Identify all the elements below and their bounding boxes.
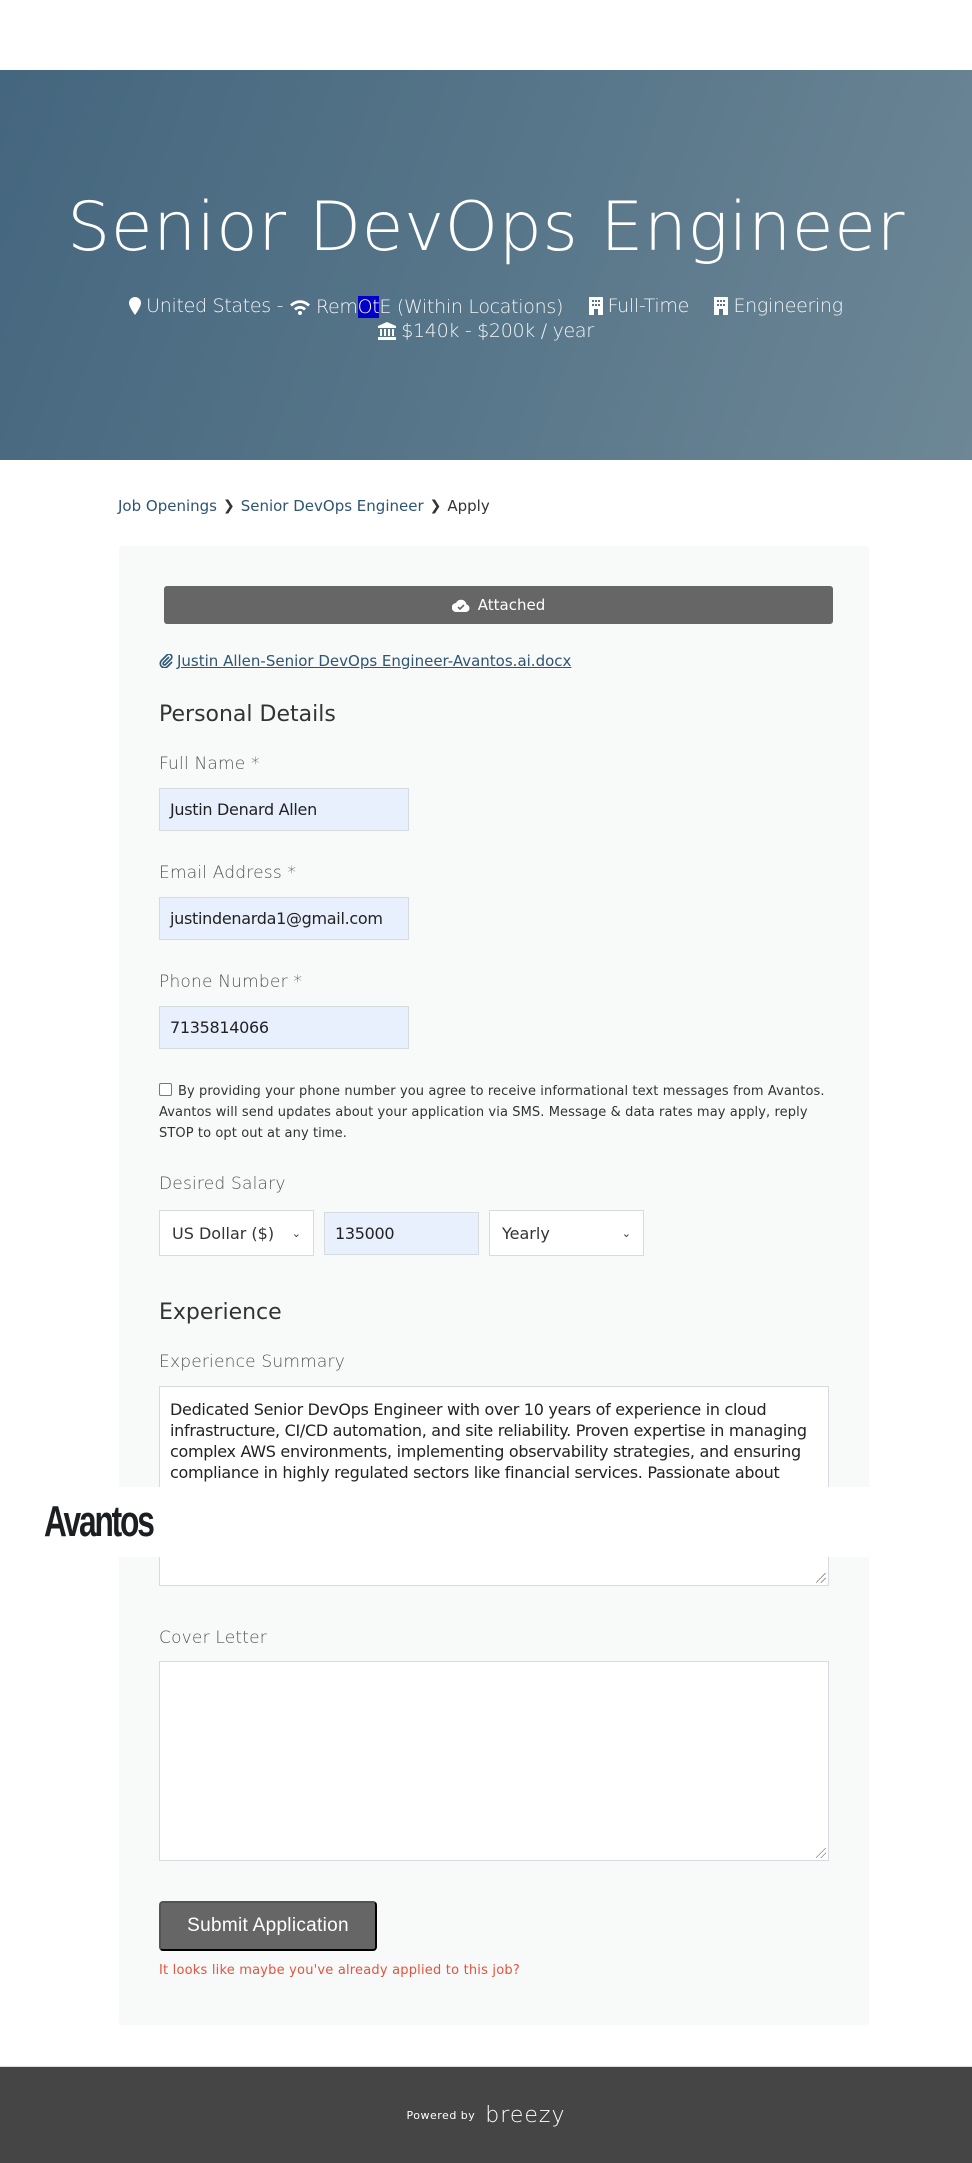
- application-form: [119, 546, 869, 2025]
- breadcrumb-job[interactable]: Senior DevOps Engineer: [240, 497, 424, 515]
- resume-file-link[interactable]: Justin Allen-Senior DevOps Engineer-Avantos.ai.docx: [159, 652, 571, 670]
- email-label: Email Address *: [159, 863, 297, 883]
- building-icon: [714, 297, 728, 315]
- phone-input[interactable]: 7135814066: [159, 1006, 409, 1049]
- company-logo[interactable]: Avantos: [44, 1497, 153, 1546]
- chevron-down-icon: ⌄: [621, 1226, 631, 1240]
- job-hero: [0, 70, 972, 460]
- cloud-check-icon: [452, 599, 470, 612]
- top-bar: [0, 0, 972, 70]
- breezy-logo[interactable]: breezy: [485, 2102, 566, 2128]
- experience-summary-textarea[interactable]: Dedicated Senior DevOps Engineer with over 10 years of experience in cloud infrastructure, CI/CD automation, and site reliability. Proven expertise in managing complex AWS environments, implementing observability strategies, and ensuring compliance in highly regulated sectors like financial services. Passionate about: [159, 1386, 829, 1586]
- submit-application-button[interactable]: Submit Application: [159, 1901, 377, 1951]
- breadcrumb-current: Apply: [447, 497, 490, 515]
- personal-details-heading: Personal Details: [159, 702, 336, 727]
- full-name-label: Full Name *: [159, 754, 260, 774]
- already-applied-warning: It looks like maybe you've already applied to this job?: [159, 1963, 520, 1978]
- footer: [0, 2066, 972, 2163]
- chevron-right-icon: ❯: [429, 498, 442, 514]
- sms-consent-checkbox[interactable]: [159, 1083, 172, 1096]
- building-icon: [589, 297, 603, 315]
- experience-heading: Experience: [159, 1300, 282, 1325]
- job-meta: [0, 295, 972, 345]
- paperclip-icon: [159, 654, 173, 668]
- sms-consent: [159, 1081, 839, 1144]
- cover-letter-label: Cover Letter: [159, 1628, 267, 1648]
- job-location: United States -: [129, 295, 283, 317]
- bank-icon: [378, 322, 396, 340]
- chevron-down-icon: ⌄: [291, 1226, 301, 1240]
- resume-attached-button[interactable]: Attached: [164, 586, 833, 624]
- currency-select[interactable]: US Dollar ($) ⌄: [159, 1210, 314, 1256]
- resize-handle[interactable]: [816, 1573, 826, 1583]
- phone-label: Phone Number *: [159, 972, 303, 992]
- sms-consent-text: By providing your phone number you agree to receive informational text messages from Avantos. Avantos will send updates about your application via SMS. Message & data rates may apply, reply STOP to opt out at any time.: [159, 1084, 825, 1141]
- map-marker-icon: [129, 297, 141, 315]
- job-title: Senior DevOps Engineer: [67, 188, 905, 267]
- salary-amount-input[interactable]: 135000: [324, 1212, 479, 1255]
- full-name-input[interactable]: Justin Denard Allen: [159, 788, 409, 831]
- experience-summary-label: Experience Summary: [159, 1352, 345, 1372]
- resize-handle[interactable]: [816, 1848, 826, 1858]
- text-selection: Ot: [357, 296, 380, 318]
- breadcrumb: [118, 497, 490, 515]
- powered-by-label: Powered by: [406, 2108, 476, 2122]
- salary-period-select[interactable]: Yearly ⌄: [489, 1210, 644, 1256]
- cover-letter-textarea[interactable]: [159, 1661, 829, 1861]
- job-department: Engineering: [714, 295, 842, 317]
- wifi-icon: [289, 299, 311, 315]
- chevron-right-icon: ❯: [222, 498, 235, 514]
- breadcrumb-job-openings[interactable]: Job Openings: [118, 497, 217, 515]
- job-type: Full-Time: [589, 295, 689, 317]
- sticky-header: [0, 1487, 972, 1557]
- email-input[interactable]: justindenarda1@gmail.com: [159, 897, 409, 940]
- job-salary: $140k - $200k / year: [378, 320, 594, 342]
- desired-salary-label: Desired Salary: [159, 1174, 286, 1194]
- job-remote: RemOtE (Within Locations): [289, 296, 563, 318]
